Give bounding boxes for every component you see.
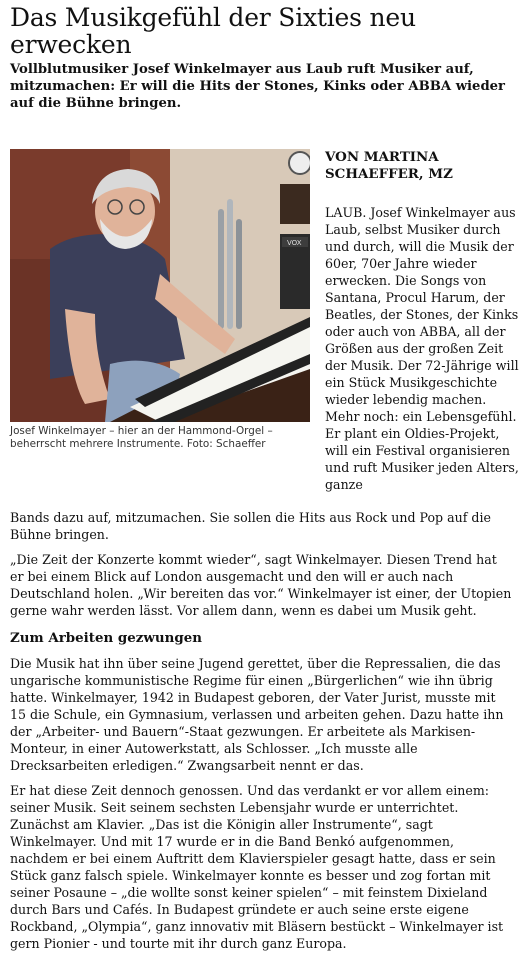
body-paragraph-3: Die Musik hat ihn über seine Jugend gerettet, über die Repressalien, die das ungarische kommunistische Regime für einen „Bürgerlichen“ wie ihn übrig hatte. Winkelmayer, 1942 in Budapest geboren, der Vater Jurist, musste mit 15 die Schule, ein Gymnasium, verlassen und arbeiten gehen. Dazu hatte ihn der „Arbeiter- und Bauern“-Staat gezwungen. Er arbeitete als Markisen-Monteur, in einer Autowerkstatt, als Schlosser. „Ich musste alle Drecksarbeiten erledigen.“ Zwangsarbeit nennt er das.	[10, 656, 504, 773]
svg-text:VOX: VOX	[287, 239, 302, 247]
article	[10, 3, 519, 951]
musician-at-organ-illustration	[10, 149, 310, 422]
side-column	[325, 149, 520, 493]
intro-paragraph: LAUB. Josef Winkelmayer aus Laub, selbst Musiker durch und durch, will die Musik der 60er, 70er Jahre wieder erwecken. Die Songs von Santana, Procul Harum, der Beatles, der Stones, der Kinks oder auch von ABBA, all der Größen aus der großen Zeit der Musik. Der 72-Jährige will ein Stück Musikgeschichte wieder lebendig machen. Mehr noch: ein Lebensgefühl. Er plant ein Oldies-Projekt, will ein Festival organisieren und ruft Musiker jeden Alters, ganze	[325, 205, 519, 492]
intro-paragraph-continued: Bands dazu auf, mitzumachen. Sie sollen die Hits aus Rock und Pop auf die Bühne bringen.	[10, 510, 491, 542]
article-body	[10, 509, 514, 952]
body-paragraph-4: Er hat diese Zeit dennoch genossen. Und das verdankt er vor allem einem: seiner Musik. Seit seinem sechsten Lebensjahr wurde er unterrichtet. Zunächst am Klavier. „Das ist die Königin aller Instrumente“, sagt Winkelmayer. Und mit 17 wurde er in die Band Benkó aufgenommen, nachdem er bei einem Auftritt dem Klavierspieler gesagt hatte, dass er sein Stück ganz falsch spiele. Winkelmayer konnte es besser und zog fortan mit seiner Posaune – „die wollte sonst keiner spielen“ – mit feinstem Dixieland durch Bars und Cafés. In Budapest gründete er auch seine erste eigene Rockband, „Olympia“, ganz innovativ mit Bläsern bestückt – Winkelmayer ist gern Pionier - und tourte mit ihr durch ganz Europa.	[10, 783, 504, 951]
photo-figure	[10, 149, 310, 451]
article-lead: Vollblutmusiker Josef Winkelmayer aus Laub ruft Musiker auf, mitzumachen: Er will die Hits der Stones, Kinks oder ABBA wieder auf die Bühne bringen.	[10, 62, 506, 111]
body-paragraph-2: „Die Zeit der Konzerte kommt wieder“, sagt Winkelmayer. Diesen Trend hat er bei einem Blick auf London ausgemacht und den will er auch nach Deutschland holen. „Wir bereiten das vor.“ Winkelmayer ist einer, der Utopien gerne wahr werden lässt. Vor allem dann, wenn es dabei um Musik geht.	[10, 552, 512, 618]
byline: VON MARTINA SCHAEFFER, MZ	[325, 149, 453, 182]
article-title: Das Musikgefühl der Sixties neu erwecken	[10, 3, 416, 59]
photo-caption: Josef Winkelmayer – hier an der Hammond-Orgel – beherrscht mehrere Instrumente. Foto: Schaeffer	[10, 425, 273, 450]
subheading: Zum Arbeiten gezwungen	[10, 630, 202, 646]
article-photo[interactable]	[10, 149, 310, 422]
